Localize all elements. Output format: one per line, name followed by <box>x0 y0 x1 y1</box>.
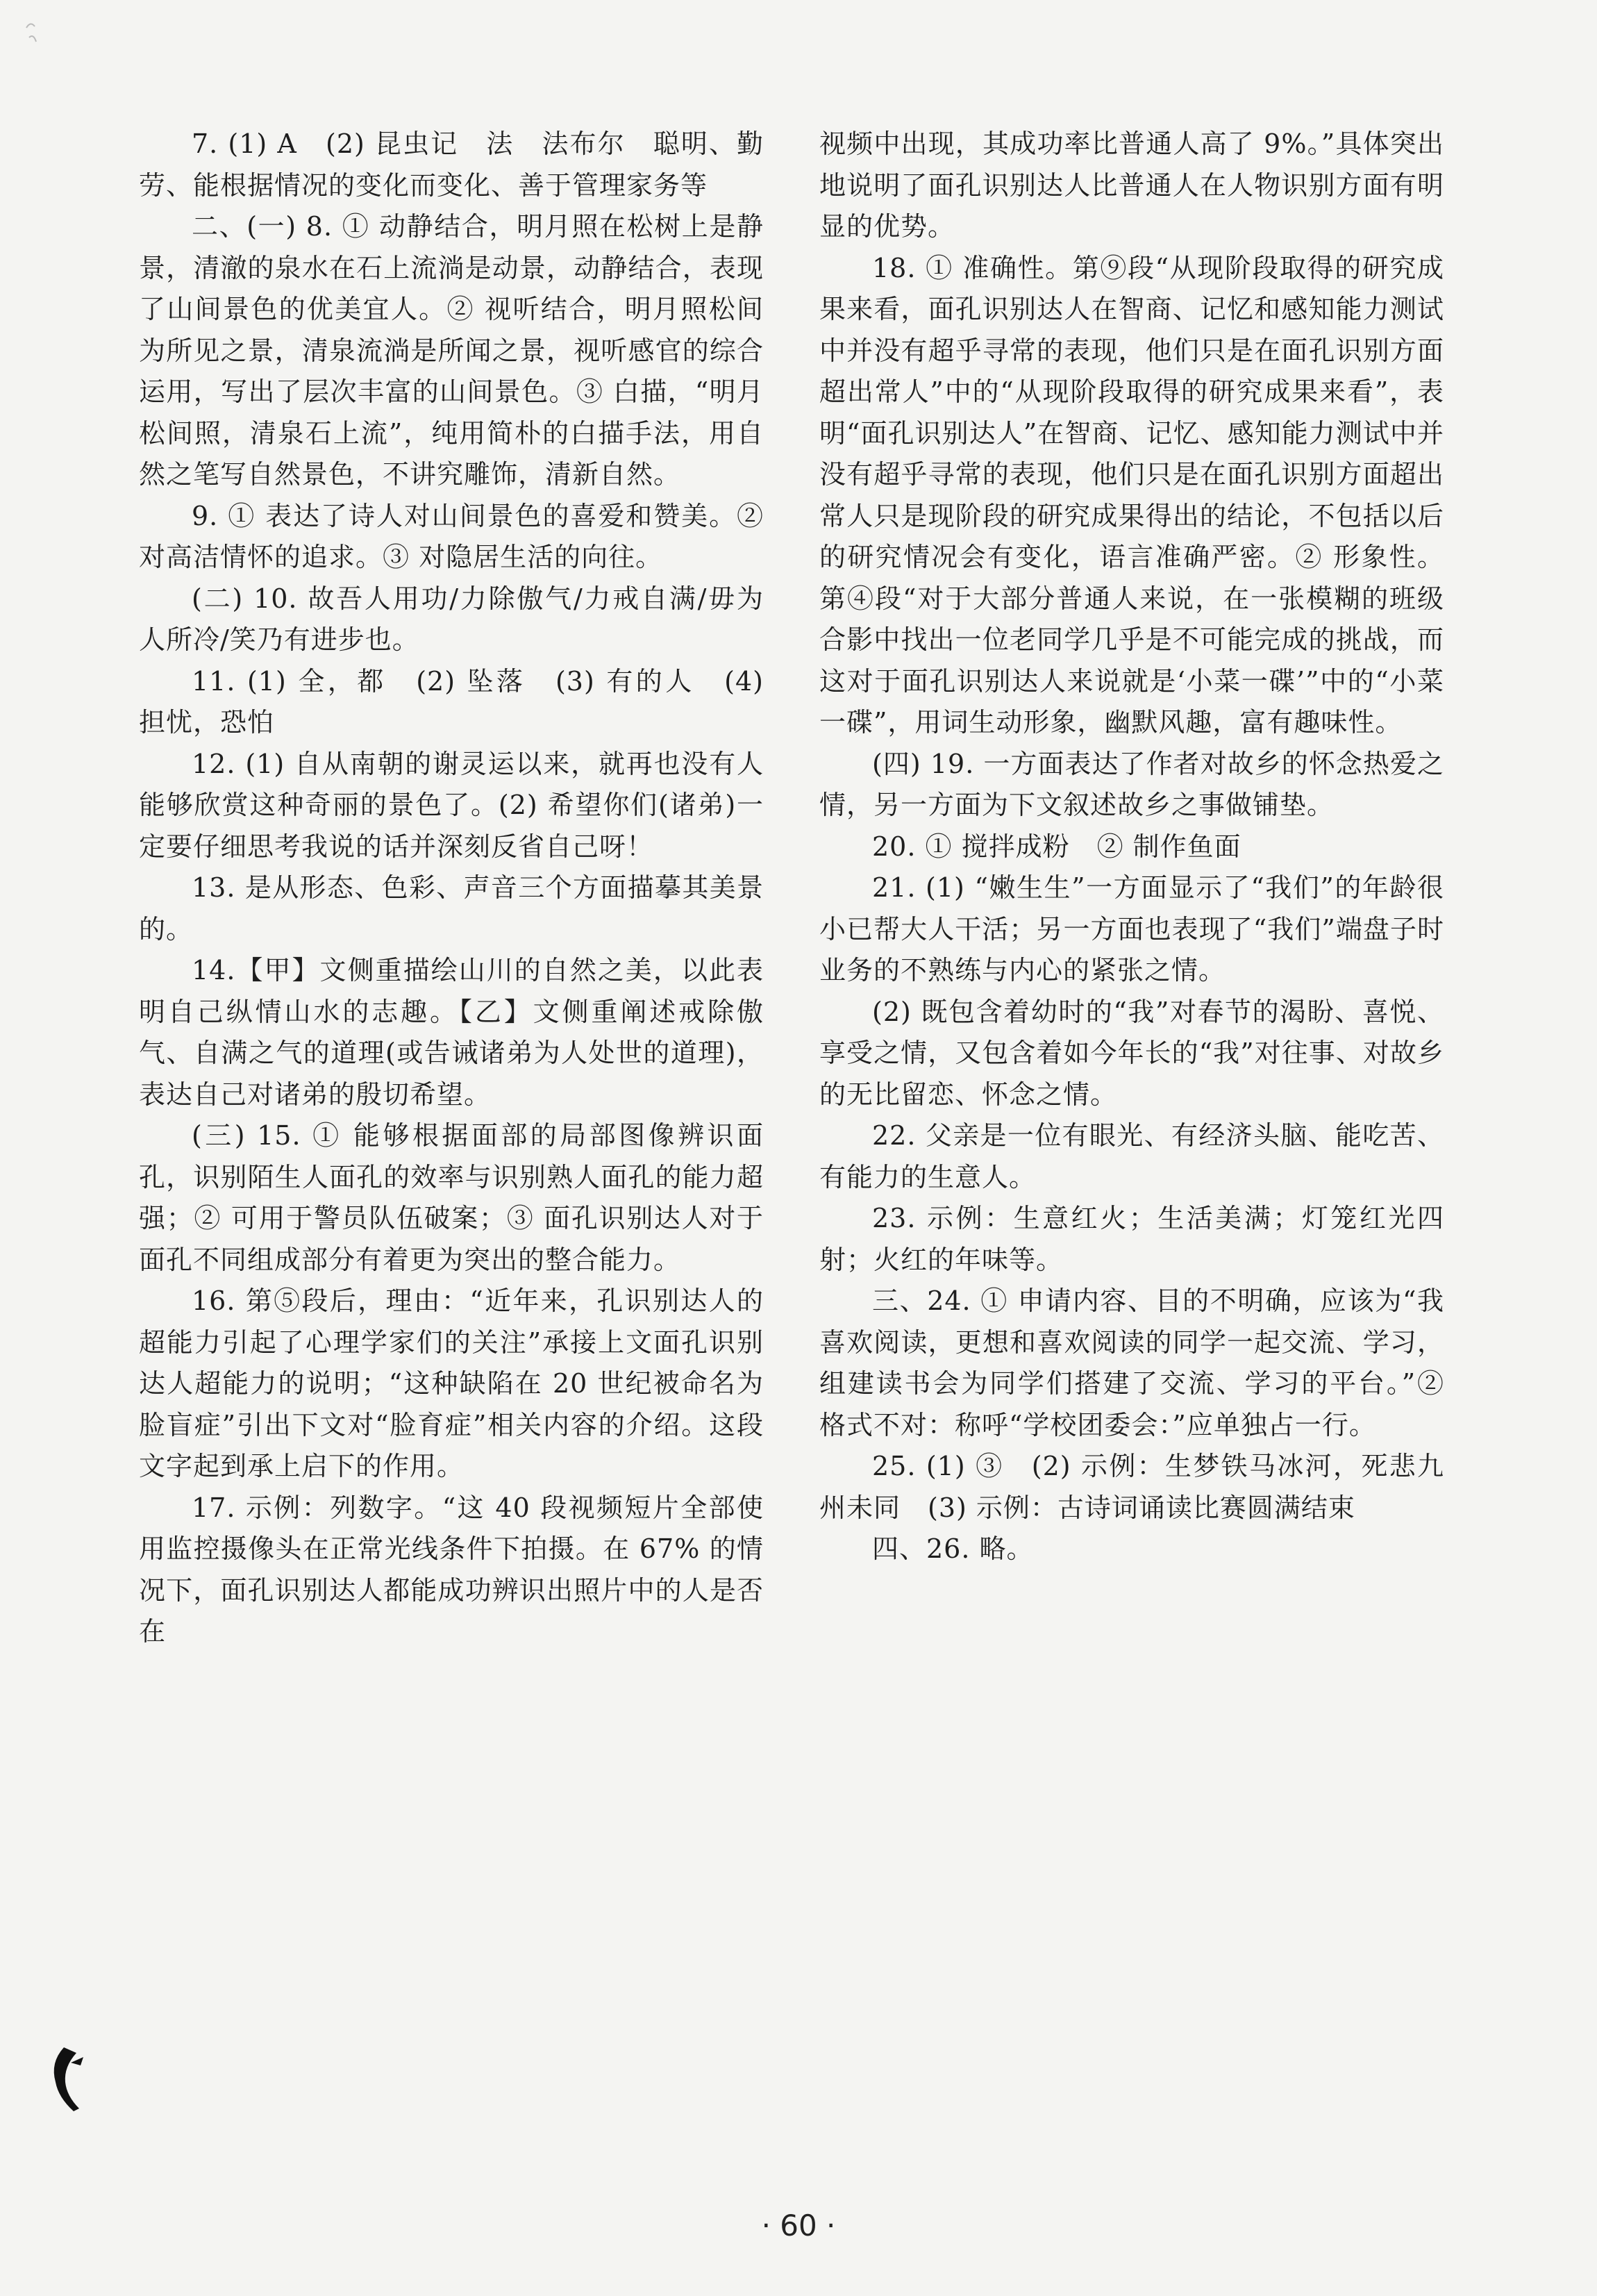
right-column <box>819 124 1444 1570</box>
answer-q19: (四) 19. 一方面表达了作者对故乡的怀念热爱之情，另一方面为下文叙述故乡之事做铺垫。 <box>819 748 1444 820</box>
answer-q11: 11. (1) 全，都 (2) 坠落 (3) 有的人 (4) 担忧，恐怕 <box>139 665 764 738</box>
answer-q18: 18. ① 准确性。第⑨段“从现阶段取得的研究成果来看，面孔识别达人在智商、记忆和感知能力测试中并没有超乎寻常的表现，他们只是在面孔识别方面超出常人”中的“从现阶段取得的研究成果来看”，表明“面孔识别达人”在智商、记忆、感知能力测试中并没有超乎寻常的表现，他们只是在面孔识别方面超出常人只是现阶段的研究成果得出的结论，不包括以后的研究情况会有变化，语言准确严密。② 形象性。第④段“对于大部分普通人来说，在一张模糊的班级合影中找出一位老同学几乎是不可能完成的挑战，而这对于面孔识别达人来说就是‘小菜一碟’”中的“小菜一碟”，用词生动形象，幽默风趣，富有趣味性。 <box>819 252 1444 738</box>
answer-q7: 7. (1) A (2) 昆虫记 法 法布尔 聪明、勤劳、能根据情况的变化而变化、善于管理家务等 <box>139 128 764 201</box>
answer-q21-part1: 21. (1) “嫩生生”一方面显示了“我们”的年龄很小已帮大人干活；另一方面也表现了“我们”端盘子时业务的不熟练与内心的紧张之情。 <box>819 872 1444 985</box>
answer-q14: 14.【甲】文侧重描绘山川的自然之美，以此表明自己纵情山水的志趣。【乙】文侧重阐述戒除傲气、自满之气的道理(或告诫诸弟为人处世的道理)，表达自己对诸弟的殷切希望。 <box>139 955 764 1110</box>
answer-q22: 22. 父亲是一位有眼光、有经济头脑、能吃苦、有能力的生意人。 <box>819 1120 1444 1192</box>
answer-q23: 23. 示例：生意红火；生活美满；灯笼红光四射；火红的年味等。 <box>819 1203 1444 1275</box>
answer-q17: 17. 示例：列数字。“这 40 段视频短片全部使用监控摄像头在正常光线条件下拍摄。在 67% 的情况下，面孔识别达人都能成功辨识出照片中的人是否在 <box>139 1492 764 1647</box>
answer-q16: 16. 第⑤段后，理由：“近年来，孔识别达人的超能力引起了心理学家们的关注”承接上文面孔识别达人超能力的说明；“这种缺陷在 20 世纪被命名为脸盲症”引出下文对“脸育症”相关内容的介绍。这段文字起到承上启下的作用。 <box>139 1286 764 1481</box>
left-column <box>139 124 764 1653</box>
answer-q9: 9. ① 表达了诗人对山间景色的喜爱和赞美。② 对高洁情怀的追求。③ 对隐居生活的向往。 <box>139 500 764 572</box>
answer-q24: 三、24. ① 申请内容、目的不明确，应该为“我喜欢阅读，更想和喜欢阅读的同学一起交流、学习，组建读书会为同学们搭建了交流、学习的平台。”② 格式不对：称呼“学校团委会：”应单独占一行。 <box>819 1286 1444 1440</box>
scan-speck-mark <box>21 14 62 56</box>
answer-q15: (三) 15. ① 能够根据面部的局部图像辨识面孔，识别陌生人面孔的效率与识别熟人面孔的能力超强；② 可用于警员队伍破案；③ 面孔识别达人对于面孔不同组成部分有着更为突出的整合能力。 <box>139 1120 764 1275</box>
answer-q12: 12. (1) 自从南朝的谢灵运以来，就再也没有人能够欣赏这种奇丽的景色了。(2) 希望你们(诸弟)一定要仔细思考我说的话并深刻反省自己呀！ <box>139 748 764 862</box>
answer-q10: (二) 10. 故吾人用功/力除傲气/力戒自满/毋为人所冷/笑乃有进步也。 <box>139 583 764 655</box>
answer-q21-part2: (2) 既包含着幼时的“我”对春节的渴盼、喜悦、享受之情，又包含着如今年长的“我”对往事、对故乡的无比留恋、怀念之情。 <box>819 996 1444 1110</box>
answer-q8: 二、(一) 8. ① 动静结合，明月照在松树上是静景，清澈的泉水在石上流淌是动景，动静结合，表现了山间景色的优美宜人。② 视听结合，明月照松间为所见之景，清泉流淌是所闻之景，视听感官的综合运用，写出了层次丰富的山间景色。③ 白描，“明月松间照，清泉石上流”，纯用简朴的白描手法，用自然之笔写自然景色，不讲究雕饰，清新自然。 <box>139 211 764 490</box>
binding-edge-mark <box>43 2042 99 2118</box>
answer-q26: 四、26. 略。 <box>872 1533 1034 1564</box>
answer-q13: 13. 是从形态、色彩、声音三个方面描摹其美景的。 <box>139 872 764 945</box>
page-number: · 60 · <box>761 2208 836 2243</box>
answer-q17-continued: 视频中出现，其成功率比普通人高了 9%。”具体突出地说明了面孔识别达人比普通人在人物识别方面有明显的优势。 <box>819 128 1444 242</box>
answer-q25: 25. (1) ③ (2) 示例：生梦铁马冰河，死悲九州未同 (3) 示例：古诗词诵读比赛圆满结束 <box>819 1451 1444 1523</box>
answer-q20: 20. ① 搅拌成粉 ② 制作鱼面 <box>872 831 1241 862</box>
